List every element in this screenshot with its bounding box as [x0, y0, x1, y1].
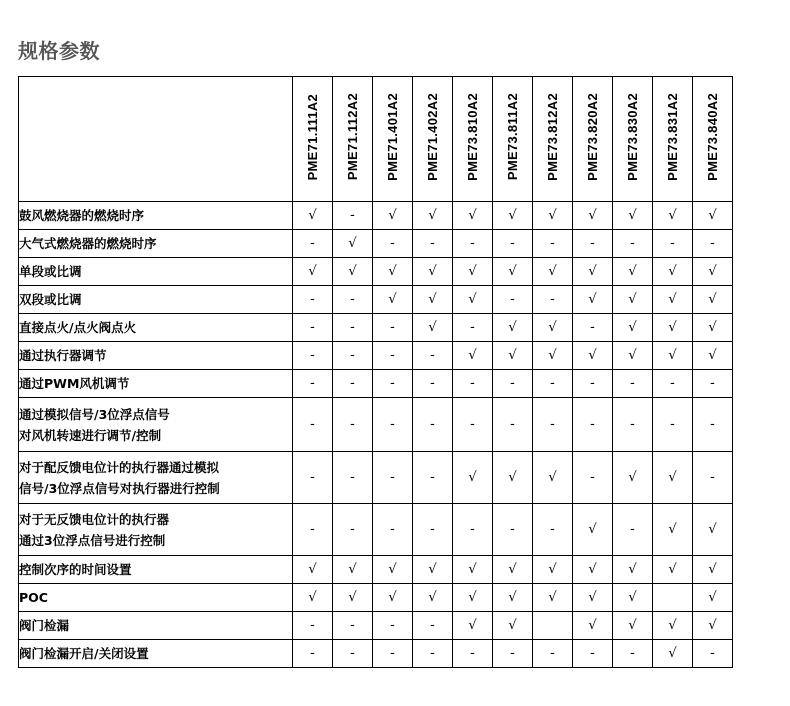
model-header: PME73.831A2 — [653, 77, 693, 202]
model-header: PME73.811A2 — [493, 77, 533, 202]
spec-cell: √ — [293, 584, 333, 612]
spec-cell: √ — [373, 556, 413, 584]
spec-cell: √ — [573, 584, 613, 612]
spec-cell: - — [293, 314, 333, 342]
spec-cell: - — [333, 612, 373, 640]
spec-cell: √ — [333, 584, 373, 612]
spec-cell: √ — [373, 286, 413, 314]
spec-cell: - — [293, 504, 333, 556]
feature-label — [19, 398, 293, 452]
feature-label-line: POC — [19, 590, 48, 605]
spec-cell: √ — [413, 314, 453, 342]
spec-cell: √ — [413, 202, 453, 230]
spec-cell: - — [453, 314, 493, 342]
feature-label — [19, 584, 293, 612]
model-header: PME73.810A2 — [453, 77, 493, 202]
spec-cell: √ — [653, 612, 693, 640]
spec-cell: - — [333, 398, 373, 452]
spec-cell: - — [573, 370, 613, 398]
feature-label-line: 对于无反馈电位计的执行器 — [19, 511, 170, 527]
spec-cell: √ — [653, 556, 693, 584]
spec-cell: √ — [533, 258, 573, 286]
spec-cell: - — [493, 504, 533, 556]
spec-cell: - — [293, 452, 333, 504]
spec-cell: - — [333, 202, 373, 230]
spec-cell: - — [333, 286, 373, 314]
table-row — [19, 584, 733, 612]
spec-cell: - — [373, 504, 413, 556]
spec-cell: - — [413, 452, 453, 504]
spec-cell: - — [333, 452, 373, 504]
spec-cell: √ — [573, 556, 613, 584]
spec-cell: √ — [453, 258, 493, 286]
spec-cell: - — [453, 504, 493, 556]
spec-cell: √ — [293, 202, 333, 230]
spec-cell: - — [333, 314, 373, 342]
feature-label-line: 对于配反馈电位计的执行器通过模拟 — [19, 459, 220, 475]
spec-cell: √ — [653, 258, 693, 286]
spec-cell: √ — [533, 202, 573, 230]
feature-label-line: 鼓风燃烧器的燃烧时序 — [19, 208, 145, 223]
spec-cell: - — [373, 640, 413, 668]
spec-cell: - — [333, 342, 373, 370]
spec-cell: √ — [693, 314, 733, 342]
feature-label — [19, 556, 293, 584]
feature-label — [19, 612, 293, 640]
feature-label-line: 大气式燃烧器的燃烧时序 — [19, 236, 157, 251]
feature-label-line: 通过模拟信号/3位浮点信号 — [19, 406, 170, 422]
spec-cell: √ — [533, 452, 573, 504]
table-row — [19, 258, 733, 286]
spec-cell: - — [533, 640, 573, 668]
feature-label — [19, 504, 293, 556]
spec-cell: - — [373, 230, 413, 258]
feature-label-line: 阀门检漏 — [19, 618, 70, 633]
feature-label-line: 单段或比调 — [19, 264, 82, 279]
feature-label — [19, 370, 293, 398]
spec-cell: - — [373, 342, 413, 370]
spec-cell: - — [493, 286, 533, 314]
spec-cell: √ — [653, 314, 693, 342]
spec-table — [18, 76, 733, 668]
spec-cell: - — [653, 398, 693, 452]
spec-cell: - — [613, 504, 653, 556]
spec-cell: - — [533, 504, 573, 556]
spec-cell: - — [573, 398, 613, 452]
spec-cell: - — [653, 230, 693, 258]
model-header: PME73.840A2 — [693, 77, 733, 202]
spec-cell: √ — [653, 286, 693, 314]
spec-cell: - — [533, 230, 573, 258]
spec-cell: - — [333, 504, 373, 556]
spec-cell: √ — [453, 452, 493, 504]
spec-cell: - — [293, 612, 333, 640]
spec-cell: √ — [413, 258, 453, 286]
table-row — [19, 640, 733, 668]
table-row — [19, 342, 733, 370]
spec-cell: - — [413, 230, 453, 258]
spec-cell: √ — [373, 202, 413, 230]
spec-cell: - — [333, 640, 373, 668]
spec-cell: √ — [293, 258, 333, 286]
spec-cell — [533, 612, 573, 640]
spec-cell: - — [293, 640, 333, 668]
spec-cell: - — [573, 640, 613, 668]
spec-cell: √ — [613, 342, 653, 370]
feature-label — [19, 202, 293, 230]
spec-cell: √ — [693, 504, 733, 556]
spec-cell: - — [413, 612, 453, 640]
model-header: PME71.112A2 — [333, 77, 373, 202]
spec-cell: √ — [333, 556, 373, 584]
spec-cell: √ — [453, 286, 493, 314]
spec-cell: - — [293, 342, 333, 370]
spec-cell: - — [413, 370, 453, 398]
spec-cell: - — [453, 230, 493, 258]
spec-cell: √ — [613, 202, 653, 230]
table-row — [19, 556, 733, 584]
spec-cell: √ — [533, 584, 573, 612]
feature-label — [19, 286, 293, 314]
spec-cell: - — [373, 452, 413, 504]
spec-cell: - — [573, 230, 613, 258]
spec-cell: √ — [333, 230, 373, 258]
spec-cell: - — [493, 640, 533, 668]
spec-cell: - — [533, 286, 573, 314]
feature-label-line: 通过执行器调节 — [19, 348, 107, 363]
spec-cell: - — [573, 452, 613, 504]
spec-cell: √ — [493, 314, 533, 342]
feature-label — [19, 452, 293, 504]
spec-cell: √ — [573, 342, 613, 370]
spec-cell: √ — [573, 286, 613, 314]
feature-label-line: 双段或比调 — [19, 292, 82, 307]
spec-cell: √ — [493, 584, 533, 612]
spec-cell: - — [413, 398, 453, 452]
feature-label-line: 阀门检漏开启/关闭设置 — [19, 646, 149, 661]
spec-cell: √ — [493, 202, 533, 230]
feature-label-line: 直接点火/点火阀点火 — [19, 320, 137, 335]
spec-cell: √ — [533, 342, 573, 370]
spec-cell: √ — [613, 584, 653, 612]
spec-cell: √ — [373, 258, 413, 286]
spec-cell: - — [373, 612, 413, 640]
spec-cell: √ — [413, 584, 453, 612]
spec-cell: √ — [533, 556, 573, 584]
spec-cell: √ — [653, 504, 693, 556]
table-row — [19, 612, 733, 640]
spec-cell: √ — [453, 612, 493, 640]
spec-cell: - — [413, 640, 453, 668]
spec-cell: - — [333, 370, 373, 398]
table-row — [19, 286, 733, 314]
spec-cell: √ — [533, 314, 573, 342]
spec-cell: - — [493, 398, 533, 452]
spec-cell: - — [293, 370, 333, 398]
spec-cell: √ — [693, 612, 733, 640]
spec-cell: - — [613, 398, 653, 452]
spec-cell: √ — [613, 286, 653, 314]
feature-label-line: 通过3位浮点信号进行控制 — [19, 532, 166, 548]
spec-cell: - — [613, 230, 653, 258]
spec-cell: √ — [573, 504, 613, 556]
table-row — [19, 230, 733, 258]
spec-cell: - — [653, 370, 693, 398]
table-row — [19, 452, 733, 504]
spec-cell: √ — [693, 584, 733, 612]
spec-cell: - — [613, 640, 653, 668]
spec-cell: √ — [493, 258, 533, 286]
table-row — [19, 314, 733, 342]
spec-cell: √ — [573, 202, 613, 230]
spec-cell: √ — [653, 342, 693, 370]
spec-cell: - — [453, 398, 493, 452]
feature-label — [19, 230, 293, 258]
page-title: 规格参数 — [18, 39, 100, 63]
spec-cell: - — [453, 640, 493, 668]
table-row — [19, 504, 733, 556]
spec-cell — [653, 584, 693, 612]
spec-cell: √ — [453, 202, 493, 230]
spec-cell: - — [693, 370, 733, 398]
spec-cell: √ — [613, 452, 653, 504]
spec-cell: √ — [493, 556, 533, 584]
model-header: PME73.820A2 — [573, 77, 613, 202]
feature-label-line: 对风机转速进行调节/控制 — [19, 427, 162, 443]
corner-cell — [19, 77, 293, 202]
spec-cell: √ — [413, 556, 453, 584]
feature-label-line: 信号/3位浮点信号对执行器进行控制 — [19, 480, 220, 496]
feature-label — [19, 258, 293, 286]
spec-cell: √ — [413, 286, 453, 314]
spec-cell: √ — [693, 286, 733, 314]
spec-cell: √ — [693, 342, 733, 370]
model-header: PME71.111A2 — [293, 77, 333, 202]
table-row — [19, 398, 733, 452]
spec-cell: √ — [693, 556, 733, 584]
spec-cell: - — [693, 640, 733, 668]
spec-cell: √ — [493, 612, 533, 640]
spec-cell: √ — [573, 612, 613, 640]
spec-cell: √ — [573, 258, 613, 286]
model-header: PME71.402A2 — [413, 77, 453, 202]
spec-cell: - — [693, 452, 733, 504]
model-header: PME73.812A2 — [533, 77, 573, 202]
spec-cell: √ — [613, 612, 653, 640]
spec-cell: √ — [453, 556, 493, 584]
spec-cell: - — [693, 230, 733, 258]
spec-cell: √ — [693, 258, 733, 286]
spec-cell: √ — [653, 202, 693, 230]
feature-label-line: 控制次序的时间设置 — [19, 562, 132, 577]
spec-cell: - — [413, 342, 453, 370]
table-row — [19, 370, 733, 398]
spec-cell: √ — [293, 556, 333, 584]
spec-cell: - — [493, 370, 533, 398]
spec-cell: √ — [693, 202, 733, 230]
spec-cell: - — [493, 230, 533, 258]
spec-cell: - — [293, 286, 333, 314]
spec-cell: - — [533, 398, 573, 452]
spec-cell: √ — [453, 342, 493, 370]
spec-cell: √ — [333, 258, 373, 286]
spec-cell: - — [293, 398, 333, 452]
spec-cell: √ — [453, 584, 493, 612]
spec-cell: - — [373, 398, 413, 452]
spec-cell: - — [613, 370, 653, 398]
spec-cell: - — [453, 370, 493, 398]
spec-cell: - — [293, 230, 333, 258]
spec-cell: - — [413, 504, 453, 556]
spec-cell: √ — [653, 640, 693, 668]
table-row — [19, 202, 733, 230]
spec-cell: √ — [493, 342, 533, 370]
feature-label — [19, 640, 293, 668]
feature-label — [19, 342, 293, 370]
spec-cell: - — [533, 370, 573, 398]
spec-cell: √ — [613, 314, 653, 342]
feature-label — [19, 314, 293, 342]
spec-cell: - — [693, 398, 733, 452]
spec-cell: - — [373, 370, 413, 398]
header-row — [19, 77, 733, 202]
spec-cell: - — [573, 314, 613, 342]
spec-body — [19, 202, 733, 668]
spec-cell: √ — [493, 452, 533, 504]
model-header: PME71.401A2 — [373, 77, 413, 202]
feature-label-line: 通过PWM风机调节 — [19, 376, 130, 391]
spec-cell: √ — [653, 452, 693, 504]
spec-cell: - — [373, 314, 413, 342]
spec-cell: √ — [373, 584, 413, 612]
model-header: PME73.830A2 — [613, 77, 653, 202]
spec-cell: √ — [613, 258, 653, 286]
spec-cell: √ — [613, 556, 653, 584]
